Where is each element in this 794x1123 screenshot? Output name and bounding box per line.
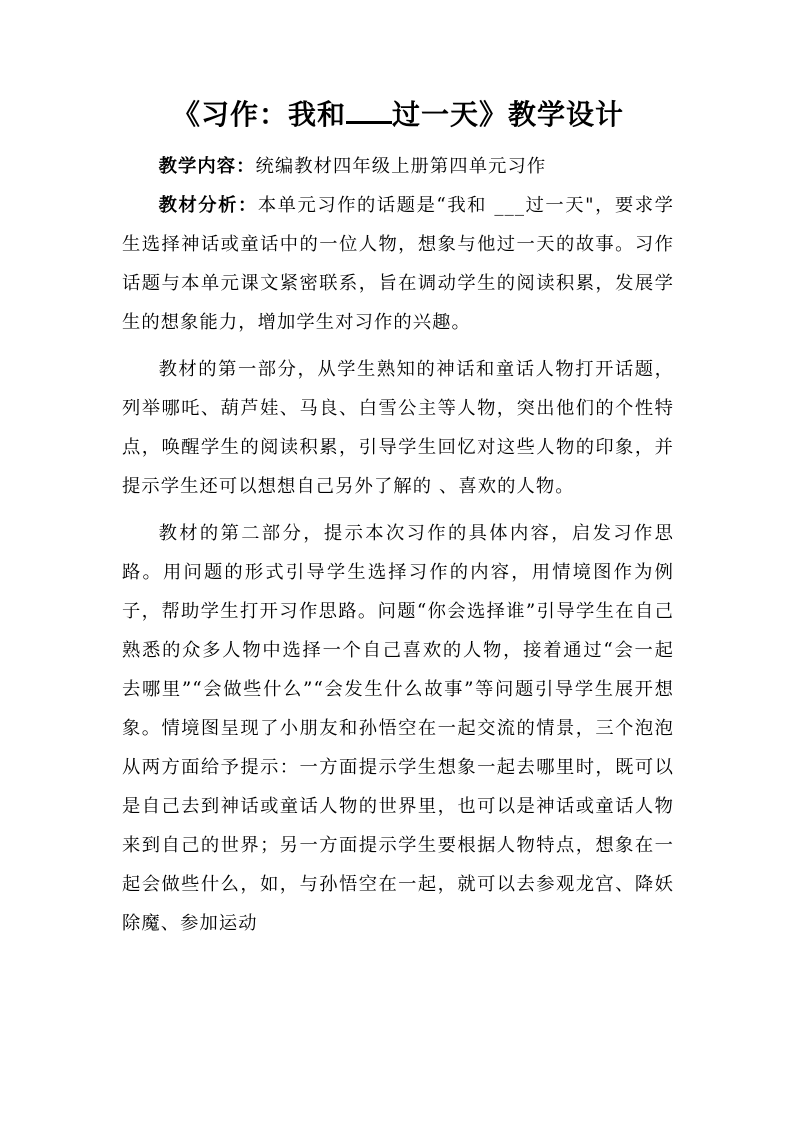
teaching-content-text: 统编教材四年级上册第四单元习作 [255, 156, 547, 177]
title-blank-underline [346, 95, 392, 124]
document-page [122, 95, 674, 943]
title-start: 《习作：我和 [171, 98, 346, 131]
page-title [122, 95, 674, 135]
material-analysis-paragraph [122, 186, 674, 342]
body-paragraph-first-part: 教材的第一部分，从学生熟知的神话和童话人物打开话题，列举哪吒、葫芦娃、马良、白雪公主等人物，突出他们的个性特点，唤醒学生的阅读积累，引导学生回忆对这些人物的印象，并提示学生还可以想想自己另外了解的 、喜欢的人物。 [122, 359, 674, 497]
title-end: 过一天》教学设计 [392, 98, 625, 131]
material-analysis-label: 教材分析： [158, 195, 258, 216]
teaching-content-paragraph [122, 147, 674, 186]
body-paragraph-second-part: 教材的第二部分，提示本次习作的具体内容，启发习作思路。用问题的形式引导学生选择习作的内容，用情境图作为例子，帮助学生打开习作思路。问题“你会选择谁”引导学生在自己熟悉的众多人物中选择一个自己喜欢的人物，接着通过“会一起去哪里”“会做些什么”“会发生什么故事”等问题引导学生展开想象。情境图呈现了小朋友和孙悟空在一起交流的情景，三个泡泡从两方面给予提示：一方面提示学生想象一起去哪里时，既可以是自己去到神话或童话人物的世界里，也可以是神话或童话人物来到自己的世界；另一方面提示学生要根据人物特点，想象在一起会做些什么，如，与孙悟空在一起，就可以去参观龙宫、降妖除魔、参加运动 [122, 523, 674, 934]
material-analysis-text: 本单元习作的话题是“我和 ___过一天"，要求学生选择神话或童话中的一位人物，想象与他过一天的故事。习作话题与本单元课文紧密联系，旨在调动学生的阅读积累，发展学生的想象能力，增加学生对习作的兴趣。 [122, 195, 675, 333]
teaching-content-label: 教学内容： [158, 156, 256, 177]
